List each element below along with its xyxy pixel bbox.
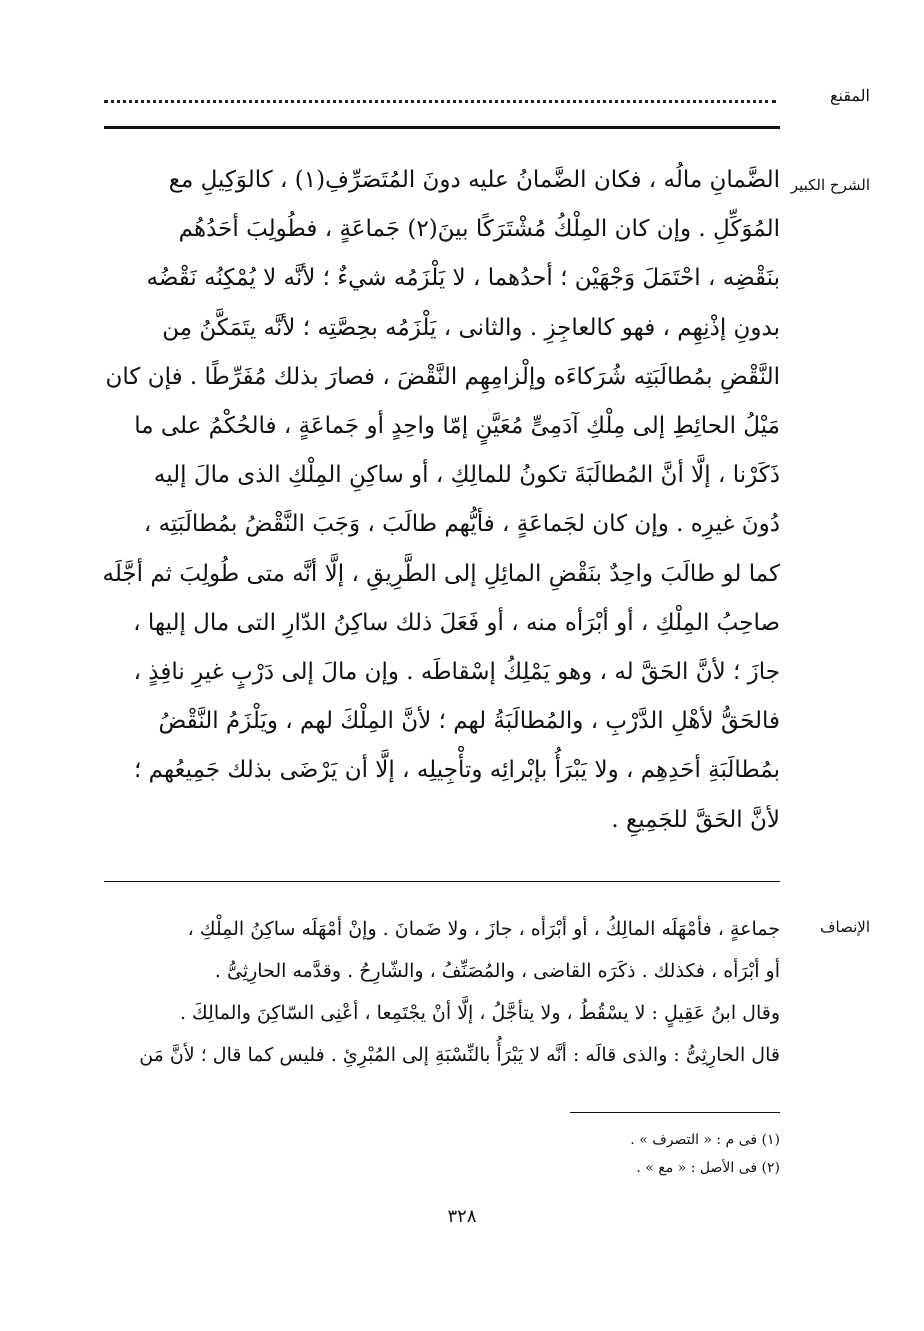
book-title-header: المقنع [829,86,870,105]
main-text-line: فالحَقُّ لأهْلِ الدَّرْبِ ، والمُطالَبَةُ لهم ؛ لأنَّ المِلْكَ لهم ، ويَلْزَمُ النَّقْضُ [158,708,780,735]
main-text-line: ذَكَرْنا ، إلَّا أنَّ المُطالَبَةَ تكونُ للمالِكِ ، أو ساكِنِ المِلْكِ الذى مالَ إليه [153,462,780,489]
main-text-line: بمُطالَبَةِ أحَدِهِم ، ولا يَبْرَأُ بإبْرائِه وتأْجِيلِه ، إلَّا أن يَرْضَى بذلك جَمِيعُهم ؛ [134,757,780,784]
footnote-rule [570,1112,780,1113]
section-label-insaf: الإنصاف [819,918,870,936]
main-text-line: بدونِ إذْنِهِم ، فهو كالعاجِزِ . والثانى ، يَلْزَمُه بحِصَّتِه ؛ لأنَّه يتَمَكَّنُ مِن [162,314,780,341]
main-text-line: صاحِبُ المِلْكِ ، أو أبْرَأه منه ، أو فَعَلَ ذلك ساكِنُ الدّارِ التى مال إليها ، [133,609,780,636]
main-text-line: الضَّمانِ مالُه ، فكان الضَّمانُ عليه دونَ المُتَصَرِّفِ(١) ، كالوَكِيلِ مع [168,167,780,193]
insaf-text-line: جماعةٍ ، فأمْهَلَه المالِكُ ، أو أبْرَأه ، جازَ ، ولا ضَمانَ . وإنْ أمْهَلَه ساكِنُ المِلْكِ ، [187,918,780,940]
page-number: ٣٢٨ [447,1206,477,1227]
insaf-text [100,908,780,1076]
main-text-line: لأنَّ الحَقَّ للجَمِيعِ . [611,806,780,833]
main-text-line: المُوَكِّلِ . وإن كان المِلْكُ مُشْتَرَكًا بينَ(٢) جَماعَةٍ ، فطُولِبَ أحَدُهُم [178,216,780,243]
header-dotted-line [104,100,776,103]
footnotes [400,1126,780,1182]
main-text-line: دُونَ غيرِه . وإن كان لجَماعَةٍ ، فأيُّهم طالَبَ ، وَجَبَ النَّقْضُ بمُطالَبَتِه ، [143,511,780,538]
main-text-line: مَيْلُ الحائِطِ إلى مِلْكِ آدَمِىٍّ مُعَيَّنٍ إمّا واحِدٍ أو جَماعَةٍ ، فالحُكْمُ على ما [134,413,780,440]
main-text-line: بنَقْضِه ، احْتَمَلَ وَجْهَيْن ؛ أحدُهما ، لا يَلْزَمُه شيءٌ ؛ لأنَّه لا يُمْكِنُه نَقْضُه [146,265,780,292]
main-text-line: جازَ ؛ لأنَّ الحَقَّ له ، وهو يَمْلِكُ إسْقاطَه . وإن مالَ إلى دَرْبٍ غيرِ نافِذٍ ، [133,659,780,686]
footnote-item: (٢) فى الأصل : « مع » . [636,1160,780,1176]
header-rule [104,126,780,129]
main-text-line: كما لو طالَبَ واحِدٌ بنَقْضِ المائِلِ إلى الطَّرِيقِ ، إلَّا أنَّه متى طُولِبَ ثم أجَّلَه [102,560,780,587]
main-commentary-text [100,156,780,845]
section-label-sharh: الشرح الكبير [790,176,870,194]
main-text-line: النَّقْضِ بمُطالَبَتِه شُرَكاءَه وإلْزامِهِم النَّقْضَ ، فصارَ بذلك مُفَرِّطًا . فإن كان [105,363,780,390]
footnote-item: (١) فى م : « التصرف » . [630,1132,780,1148]
insaf-text-line: وقال ابنُ عَقِيلٍ : لا يسْقُطُ ، ولا يتأجَّلُ ، إلَّا أنْ يجْتَمِعا ، أعْنِى السّاكِنَ والمالِكَ . [179,1002,780,1024]
insaf-text-line: قال الحارِثِىُّ : والذى قالَه : أنَّه لا يَبْرَأُ بالنِّسْبَةِ إلى المُبْرِئِ . فليس كما قال ؛ لأنَّ مَن [139,1044,780,1066]
section-divider [104,881,780,882]
insaf-text-line: أو أبْرَأه ، فكذلك . ذكَرَه القاضى ، والمُصَنِّفُ ، والشّارِحُ . وقدَّمه الحارِثِىُّ . [214,960,780,982]
